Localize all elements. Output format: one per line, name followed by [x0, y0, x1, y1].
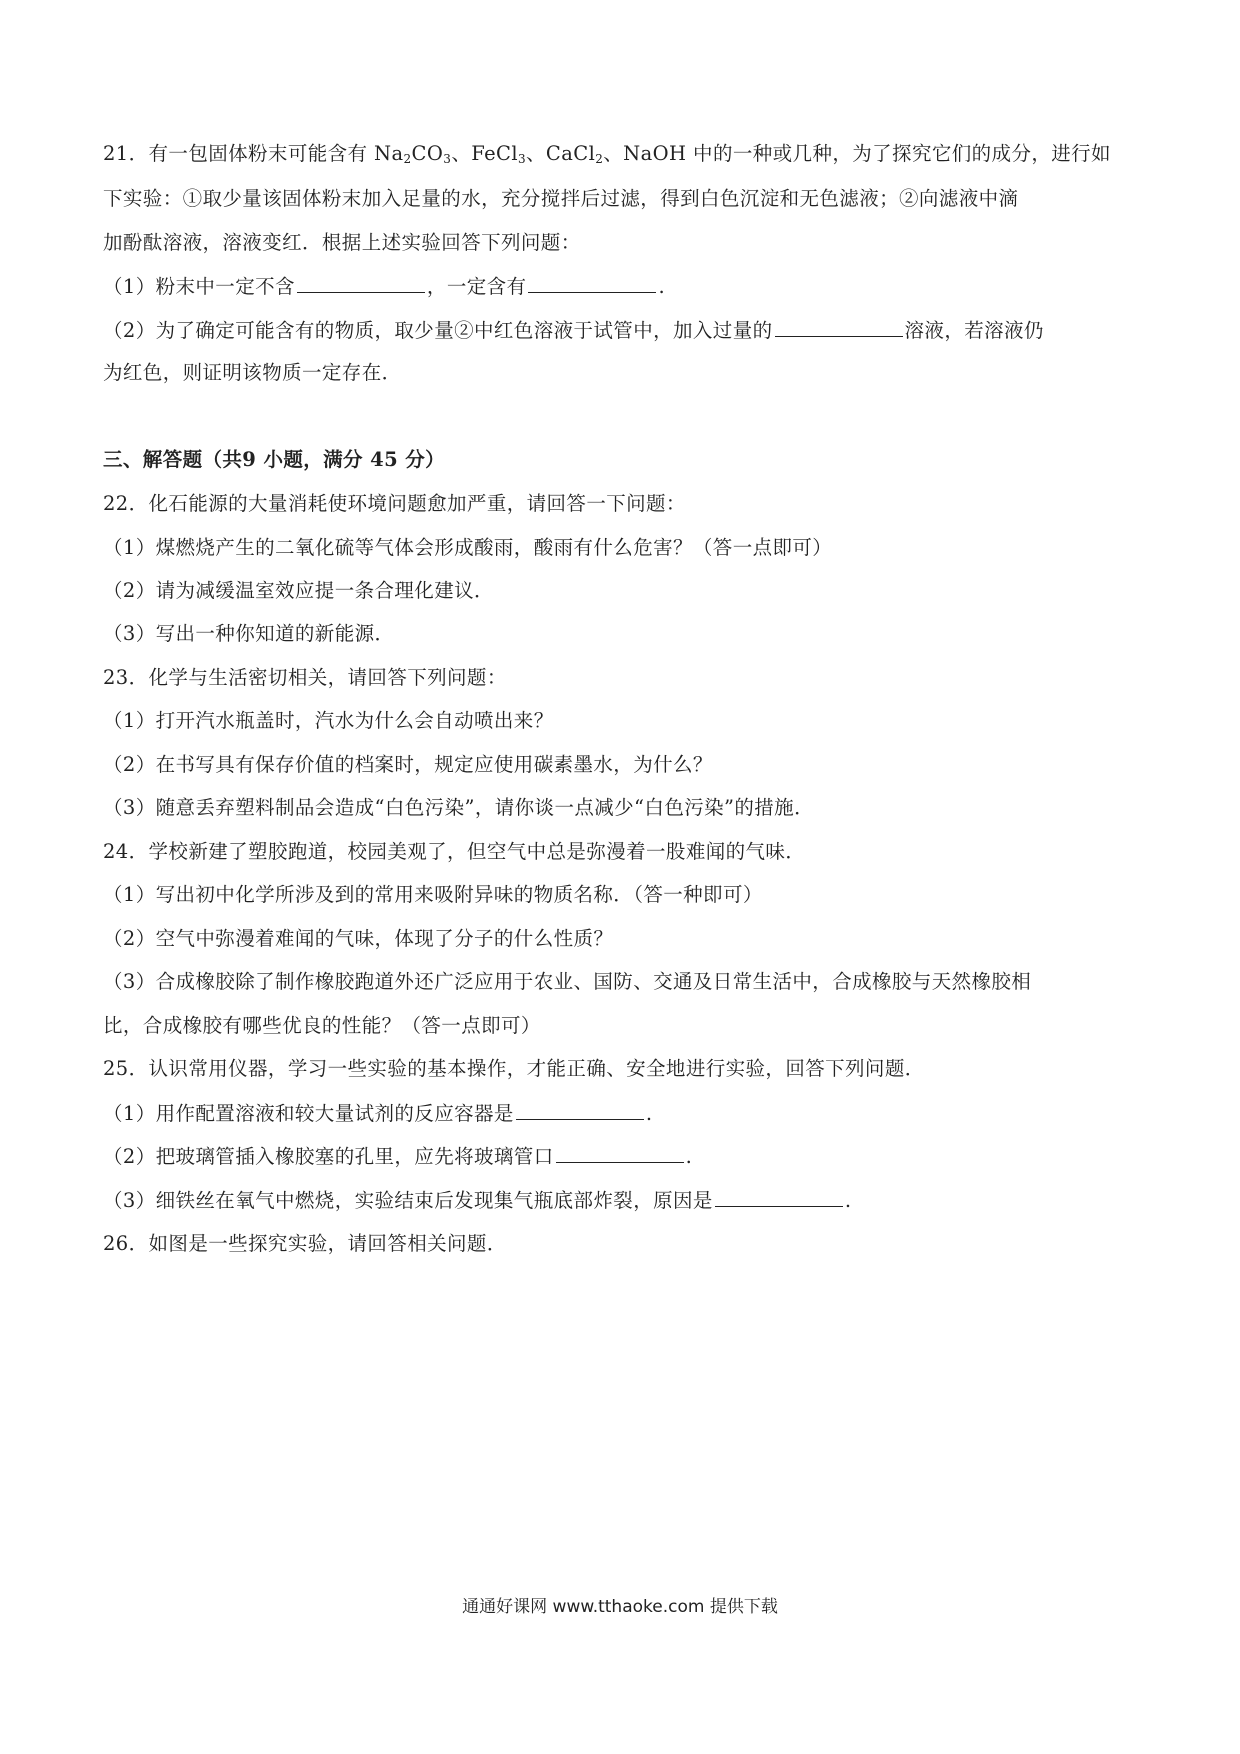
q24-part-3-cont: 比，合成橡胶有哪些优良的性能？（答一点即可）: [103, 1014, 541, 1037]
q22-part-2: （2）请为减缓温室效应提一条合理化建议．: [103, 579, 494, 602]
q23-part-2: （2）在书写具有保存价值的档案时，规定应使用碳素墨水，为什么？: [103, 753, 713, 776]
q22-part-3: （3）写出一种你知道的新能源．: [103, 622, 395, 645]
page-footer: 通通好课网 www.tthaoke.com 提供下载: [462, 1597, 778, 1617]
q21-part-1: （1）粉末中一定不含 ，一定含有 .: [103, 272, 665, 301]
q21-stem-line-3: 加酚酞溶液，溶液变红．根据上述实验回答下列问题：: [103, 231, 581, 254]
q22-part-1: （1）煤燃烧产生的二氧化硫等气体会形成酸雨，酸雨有什么危害？（答一点即可）: [103, 536, 833, 559]
q23-stem: 23．化学与生活密切相关，请回答下列问题：: [103, 666, 507, 689]
q24-part-1: （1）写出初中化学所涉及到的常用来吸附异味的物质名称．（答一种即可）: [103, 883, 763, 906]
q24-stem: 24．学校新建了塑胶跑道，校园美观了，但空气中总是弥漫着一股难闻的气味．: [103, 840, 806, 863]
answer-blank[interactable]: [775, 316, 903, 337]
answer-blank[interactable]: [715, 1186, 843, 1207]
q24-part-2: （2）空气中弥漫着难闻的气味，体现了分子的什么性质？: [103, 927, 614, 950]
section-heading: 三、解答题（共9 小题，满分 45 分）: [103, 448, 446, 471]
q24-part-3: （3）合成橡胶除了制作橡胶跑道外还广泛应用于农业、国防、交通及日常生活中，合成橡胶与天然橡胶相: [103, 970, 1032, 993]
q25-stem: 25．认识常用仪器，学习一些实验的基本操作，才能正确、安全地进行实验，回答下列问题．: [103, 1057, 925, 1080]
q21-stem-line-2: 下实验：①取少量该固体粉末加入足量的水，充分搅拌后过滤，得到白色沉淀和无色滤液；②向滤液中滴: [103, 187, 1019, 210]
q23-part-1: （1）打开汽水瓶盖时，汽水为什么会自动喷出来？: [103, 709, 554, 732]
q21-part-2: （2）为了确定可能含有的物质，取少量②中红色溶液于试管中，加入过量的 溶液，若溶液仍: [103, 316, 1044, 345]
q22-stem: 22．化石能源的大量消耗使环境问题愈加严重，请回答一下问题：: [103, 492, 686, 515]
q26-stem: 26．如图是一些探究实验，请回答相关问题．: [103, 1232, 507, 1255]
q21-stem-line-1: 21．有一包固体粉末可能含有 $Na_2CO_3$、FeCl$_3$、CaCl$_2$、NaOH 中的一种或几种，为了探究它们的成分，进行如: [103, 142, 1111, 166]
q21-part-2-cont: 为红色，则证明该物质一定存在．: [103, 361, 402, 384]
q25-part-3: （3）细铁丝在氧气中燃烧，实验结束后发现集气瓶底部炸裂，原因是 .: [103, 1186, 851, 1215]
q23-part-3: （3）随意丢弃塑料制品会造成“白色污染”，请你谈一点减少“白色污染”的措施．: [103, 796, 814, 819]
q25-part-1: （1）用作配置溶液和较大量试剂的反应容器是 .: [103, 1099, 652, 1128]
answer-blank[interactable]: [516, 1099, 644, 1120]
answer-blank[interactable]: [528, 272, 656, 293]
q25-part-2: （2）把玻璃管插入橡胶塞的孔里，应先将玻璃管口 .: [103, 1142, 692, 1171]
answer-blank[interactable]: [556, 1142, 684, 1163]
answer-blank[interactable]: [297, 272, 425, 293]
